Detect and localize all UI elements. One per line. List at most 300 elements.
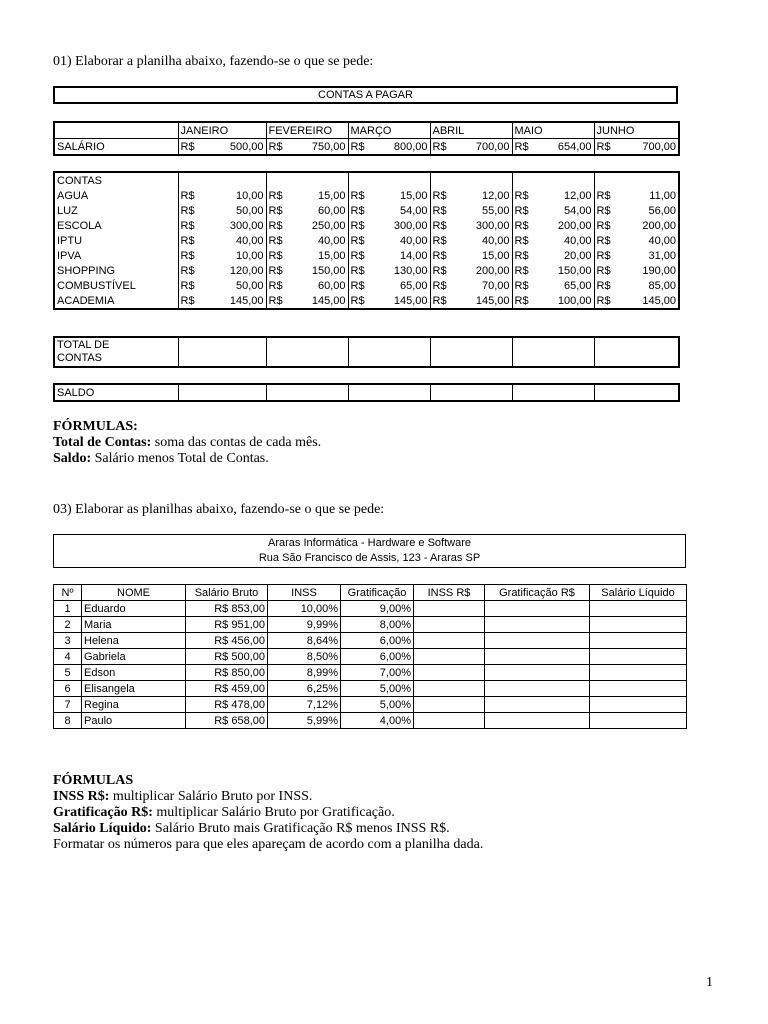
row-number: 1 [54, 601, 82, 617]
currency-symbol: R$ [350, 219, 365, 232]
gratificacao-value-cell[interactable] [485, 633, 590, 649]
conta-value [178, 188, 266, 203]
currency-symbol: R$ [214, 602, 229, 615]
company-address: Rua São Francisco de Assis, 123 - Araras SP [258, 552, 481, 564]
currency-symbol: R$ [596, 279, 611, 292]
saldo-label: SALDO [54, 384, 178, 401]
currency-symbol: R$ [268, 279, 283, 292]
conta-value [430, 278, 512, 293]
salary-cell [178, 139, 266, 156]
inss-percent: 5,99% [268, 713, 341, 729]
amount: 15,00 [399, 189, 428, 202]
gratificacao-value-cell[interactable] [485, 617, 590, 633]
formula-text: multiplicar Salário Bruto por Gratificação. [152, 805, 395, 820]
currency-symbol: R$ [596, 264, 611, 277]
conta-value [178, 263, 266, 278]
currency-value [433, 279, 510, 293]
currency-symbol: R$ [350, 234, 365, 247]
currency-value [269, 294, 346, 308]
saldo-cell[interactable] [430, 384, 512, 401]
salario-bruto [186, 713, 268, 729]
conta-value [266, 233, 348, 248]
conta-value [512, 293, 594, 309]
employee-name: Regina [82, 697, 186, 713]
salario-liquido-cell[interactable] [590, 601, 687, 617]
amount: 500,00 [231, 650, 265, 663]
currency-value [269, 219, 346, 233]
total-cell[interactable] [348, 337, 430, 367]
formula-label: Total de Contas: [53, 435, 152, 450]
currency-symbol: R$ [596, 294, 611, 307]
currency-symbol: R$ [180, 249, 195, 262]
conta-value [266, 188, 348, 203]
page-number: 1 [706, 975, 713, 990]
row-number: 7 [54, 697, 82, 713]
amount: 60,00 [317, 279, 346, 292]
salary-label: SALÁRIO [54, 139, 178, 156]
conta-value [430, 218, 512, 233]
currency-value [351, 189, 428, 203]
salary-cell [594, 139, 679, 156]
salario-bruto [186, 697, 268, 713]
inss-value-cell[interactable] [414, 665, 485, 681]
table-row [54, 601, 687, 617]
conta-value [430, 263, 512, 278]
column-header: Gratificação R$ [485, 585, 590, 601]
formula-text: Salário menos Total de Contas. [91, 451, 269, 466]
total-table [53, 336, 680, 368]
conta-value [512, 278, 594, 293]
conta-row [54, 263, 679, 278]
amount: 853,00 [231, 602, 265, 615]
employee-name: Helena [82, 633, 186, 649]
gratificacao-percent: 4,00% [341, 713, 414, 729]
currency-value [181, 249, 264, 263]
formula-label: INSS R$: [53, 789, 110, 804]
inss-value-cell[interactable] [414, 633, 485, 649]
amount: 14,00 [399, 249, 428, 262]
salario-bruto [186, 649, 268, 665]
amount: 85,00 [648, 279, 676, 292]
gratificacao-percent: 8,00% [341, 617, 414, 633]
currency-value [269, 189, 346, 203]
formula-text: Salário Bruto mais Gratificação R$ menos INSS R$. [151, 821, 450, 836]
amount: 750,00 [311, 140, 346, 153]
conta-value [266, 278, 348, 293]
currency-symbol: R$ [214, 714, 229, 727]
salario-liquido-cell[interactable] [590, 713, 687, 729]
formulas-title: FÓRMULAS: [53, 419, 138, 434]
currency-value [515, 279, 592, 293]
salario-bruto [186, 601, 268, 617]
amount: 130,00 [393, 264, 428, 277]
currency-value [515, 219, 592, 233]
conta-value [178, 278, 266, 293]
column-header: Nº [54, 585, 82, 601]
currency-symbol: R$ [596, 204, 611, 217]
currency-symbol: R$ [514, 219, 529, 232]
salario-liquido-cell[interactable] [590, 665, 687, 681]
currency-symbol: R$ [180, 279, 195, 292]
amount: 300,00 [229, 219, 264, 232]
currency-symbol: R$ [268, 264, 283, 277]
conta-value [512, 218, 594, 233]
amount: 200,00 [475, 264, 510, 277]
salario-bruto [186, 617, 268, 633]
conta-value [348, 218, 430, 233]
amount: 700,00 [475, 140, 510, 153]
column-header: Salário Bruto [186, 585, 268, 601]
conta-row [54, 293, 679, 309]
row-number: 3 [54, 633, 82, 649]
currency-value [269, 264, 346, 278]
currency-value [597, 234, 677, 248]
currency-symbol: R$ [432, 189, 447, 202]
employee-table [53, 584, 687, 729]
currency-symbol: R$ [514, 279, 529, 292]
blank-cell [178, 172, 266, 188]
currency-symbol: R$ [514, 249, 529, 262]
amount: 100,00 [557, 294, 592, 307]
conta-value [266, 293, 348, 309]
saldo-cell[interactable] [178, 384, 266, 401]
employee-name: Eduardo [82, 601, 186, 617]
contas-table [53, 171, 680, 310]
inss-value-cell[interactable] [414, 697, 485, 713]
amount: 65,00 [563, 279, 592, 292]
conta-row [54, 278, 679, 293]
amount: 54,00 [563, 204, 592, 217]
total-cell[interactable] [512, 337, 594, 367]
currency-value [351, 219, 428, 233]
amount: 40,00 [563, 234, 592, 247]
amount: 300,00 [475, 219, 510, 232]
currency-symbol: R$ [268, 234, 283, 247]
currency-symbol: R$ [350, 249, 365, 262]
currency-symbol: R$ [180, 189, 195, 202]
conta-value [178, 293, 266, 309]
currency-symbol: R$ [432, 219, 447, 232]
salary-cell [430, 139, 512, 156]
company-name: Araras Informática - Hardware e Software [268, 537, 471, 549]
currency-symbol: R$ [514, 234, 529, 247]
conta-name: IPVA [54, 248, 178, 263]
conta-value [178, 233, 266, 248]
amount: 15,00 [481, 249, 510, 262]
conta-value [266, 203, 348, 218]
employee-name: Gabriela [82, 649, 186, 665]
amount: 800,00 [393, 140, 428, 153]
amount: 54,00 [399, 204, 428, 217]
amount: 40,00 [481, 234, 510, 247]
currency-symbol: R$ [596, 189, 611, 202]
currency-value [351, 279, 428, 293]
conta-value [594, 278, 679, 293]
inss-value-cell[interactable] [414, 713, 485, 729]
month-header: FEVEREIRO [266, 122, 348, 139]
formulas-title: FÓRMULAS [53, 773, 134, 788]
currency-symbol: R$ [268, 294, 283, 307]
amount: 120,00 [229, 264, 264, 277]
amount: 56,00 [648, 204, 676, 217]
row-number: 2 [54, 617, 82, 633]
amount: 500,00 [229, 140, 264, 153]
amount: 40,00 [317, 234, 346, 247]
amount: 200,00 [557, 219, 592, 232]
gratificacao-percent: 5,00% [341, 681, 414, 697]
currency-value [515, 264, 592, 278]
conta-row [54, 248, 679, 263]
currency-value [433, 264, 510, 278]
amount: 50,00 [235, 204, 264, 217]
conta-name: AGUA [54, 188, 178, 203]
amount: 12,00 [481, 189, 510, 202]
table-row [54, 633, 687, 649]
column-header: INSS [268, 585, 341, 601]
total-cell[interactable] [430, 337, 512, 367]
inss-value-cell[interactable] [414, 617, 485, 633]
blank-cell [594, 172, 679, 188]
currency-symbol: R$ [596, 219, 611, 232]
conta-value [512, 233, 594, 248]
blank-cell [348, 172, 430, 188]
currency-value [181, 264, 264, 278]
currency-symbol: R$ [214, 618, 229, 631]
currency-symbol: R$ [180, 204, 195, 217]
amount: 700,00 [642, 140, 676, 153]
q1-formulas [53, 419, 321, 467]
currency-symbol: R$ [180, 219, 195, 232]
currency-value [597, 249, 677, 263]
amount: 15,00 [317, 249, 346, 262]
inss-value-cell[interactable] [414, 681, 485, 697]
conta-value [512, 188, 594, 203]
currency-symbol: R$ [214, 634, 229, 647]
amount: 145,00 [642, 294, 676, 307]
inss-percent: 7,12% [268, 697, 341, 713]
currency-symbol: R$ [268, 249, 283, 262]
q3-title: 03) Elaborar as planilhas abaixo, fazendo-se o que se pede: [53, 502, 385, 517]
table-row [54, 665, 687, 681]
salario-liquido-cell[interactable] [590, 633, 687, 649]
total-cell[interactable] [178, 337, 266, 367]
currency-symbol: R$ [432, 140, 447, 153]
currency-value [515, 234, 592, 248]
column-header: Gratificação [341, 585, 414, 601]
salario-liquido-cell[interactable] [590, 697, 687, 713]
currency-value [597, 140, 677, 154]
amount: 951,00 [231, 618, 265, 631]
gratificacao-value-cell[interactable] [485, 601, 590, 617]
amount: 456,00 [231, 634, 265, 647]
row-number: 8 [54, 713, 82, 729]
amount: 15,00 [317, 189, 346, 202]
currency-symbol: R$ [350, 279, 365, 292]
amount: 658,00 [231, 714, 265, 727]
salario-bruto [186, 681, 268, 697]
blank-cell [266, 172, 348, 188]
table-row [54, 697, 687, 713]
amount: 145,00 [393, 294, 428, 307]
salario-liquido-cell[interactable] [590, 617, 687, 633]
conta-row [54, 233, 679, 248]
amount: 31,00 [648, 249, 676, 262]
salary-cell [512, 139, 594, 156]
currency-value [433, 294, 510, 308]
amount: 50,00 [235, 279, 264, 292]
table-row [54, 617, 687, 633]
currency-symbol: R$ [268, 189, 283, 202]
inss-value-cell[interactable] [414, 649, 485, 665]
currency-symbol: R$ [432, 204, 447, 217]
inss-percent: 6,25% [268, 681, 341, 697]
month-header: JUNHO [594, 122, 679, 139]
month-header: MARÇO [348, 122, 430, 139]
currency-value [181, 234, 264, 248]
conta-value [348, 203, 430, 218]
currency-value [269, 234, 346, 248]
salario-liquido-cell[interactable] [590, 681, 687, 697]
currency-symbol: R$ [432, 294, 447, 307]
amount: 145,00 [229, 294, 264, 307]
currency-symbol: R$ [514, 264, 529, 277]
gratificacao-percent: 6,00% [341, 649, 414, 665]
salario-bruto [186, 665, 268, 681]
formula-text: Formatar os números para que eles apareçam de acordo com a planilha dada. [53, 837, 484, 852]
currency-symbol: R$ [432, 264, 447, 277]
currency-symbol: R$ [350, 189, 365, 202]
conta-value [348, 278, 430, 293]
currency-symbol: R$ [432, 279, 447, 292]
contas-label: CONTAS [54, 172, 178, 188]
currency-value [269, 204, 346, 218]
saldo-cell[interactable] [512, 384, 594, 401]
q1-box-title: CONTAS A PAGAR [53, 86, 678, 104]
salario-liquido-cell[interactable] [590, 649, 687, 665]
currency-symbol: R$ [432, 234, 447, 247]
gratificacao-percent: 7,00% [341, 665, 414, 681]
currency-value [597, 264, 677, 278]
conta-name: IPTU [54, 233, 178, 248]
conta-value [348, 263, 430, 278]
conta-value [430, 233, 512, 248]
conta-value [594, 263, 679, 278]
inss-percent: 9,99% [268, 617, 341, 633]
currency-symbol: R$ [214, 666, 229, 679]
amount: 250,00 [311, 219, 346, 232]
total-cell[interactable] [594, 337, 679, 367]
formula-label: Saldo: [53, 451, 92, 466]
currency-value [515, 140, 592, 154]
conta-value [178, 248, 266, 263]
conta-value [178, 203, 266, 218]
currency-value [597, 204, 677, 218]
salary-cell [266, 139, 348, 156]
saldo-cell[interactable] [266, 384, 348, 401]
amount: 11,00 [649, 189, 676, 202]
conta-row [54, 188, 679, 203]
formula-label: Gratificação R$: [53, 805, 153, 820]
inss-value-cell[interactable] [414, 601, 485, 617]
gratificacao-percent: 9,00% [341, 601, 414, 617]
currency-symbol: R$ [214, 650, 229, 663]
conta-value [594, 203, 679, 218]
currency-value [433, 234, 510, 248]
currency-value [433, 204, 510, 218]
saldo-table [53, 383, 680, 402]
q3-formulas [53, 773, 483, 853]
conta-row [54, 203, 679, 218]
column-header: Salário Líquido [590, 585, 687, 601]
amount: 300,00 [393, 219, 428, 232]
employee-name: Elisangela [82, 681, 186, 697]
currency-symbol: R$ [268, 204, 283, 217]
currency-value [181, 140, 264, 154]
inss-percent: 8,50% [268, 649, 341, 665]
formula-text: multiplicar Salário Bruto por INSS. [109, 789, 313, 804]
saldo-cell[interactable] [348, 384, 430, 401]
month-header: JANEIRO [178, 122, 266, 139]
gratificacao-percent: 6,00% [341, 633, 414, 649]
gratificacao-value-cell[interactable] [485, 665, 590, 681]
currency-symbol: R$ [214, 682, 229, 695]
currency-symbol: R$ [180, 294, 195, 307]
currency-value [351, 264, 428, 278]
currency-symbol: R$ [514, 189, 529, 202]
formula-text: soma das contas de cada mês. [151, 435, 322, 450]
gratificacao-value-cell[interactable] [485, 697, 590, 713]
month-row-blank [54, 122, 178, 139]
amount: 65,00 [399, 279, 428, 292]
salary-table [53, 121, 680, 156]
currency-value [181, 279, 264, 293]
currency-value [433, 249, 510, 263]
conta-value [512, 248, 594, 263]
amount: 478,00 [231, 698, 265, 711]
currency-symbol: R$ [514, 294, 529, 307]
amount: 20,00 [563, 249, 592, 262]
conta-value [348, 233, 430, 248]
amount: 145,00 [311, 294, 346, 307]
currency-symbol: R$ [432, 249, 447, 262]
amount: 850,00 [231, 666, 265, 679]
amount: 40,00 [648, 234, 676, 247]
employee-name: Edson [82, 665, 186, 681]
q1-title: 01) Elaborar a planilha abaixo, fazendo-se o que se pede: [53, 54, 374, 69]
conta-value [430, 203, 512, 218]
total-cell[interactable] [266, 337, 348, 367]
conta-name: LUZ [54, 203, 178, 218]
currency-value [269, 279, 346, 293]
formula-label: Salário Líquido: [53, 821, 152, 836]
currency-symbol: R$ [514, 204, 529, 217]
saldo-cell[interactable] [594, 384, 679, 401]
currency-value [433, 189, 510, 203]
gratificacao-value-cell[interactable] [485, 681, 590, 697]
amount: 654,00 [557, 140, 592, 153]
conta-value [348, 248, 430, 263]
salary-cell [348, 139, 430, 156]
currency-value [351, 249, 428, 263]
currency-value [515, 204, 592, 218]
gratificacao-value-cell[interactable] [485, 713, 590, 729]
currency-value [433, 140, 510, 154]
gratificacao-value-cell[interactable] [485, 649, 590, 665]
amount: 150,00 [557, 264, 592, 277]
row-number: 5 [54, 665, 82, 681]
conta-name: ESCOLA [54, 218, 178, 233]
table-row [54, 681, 687, 697]
